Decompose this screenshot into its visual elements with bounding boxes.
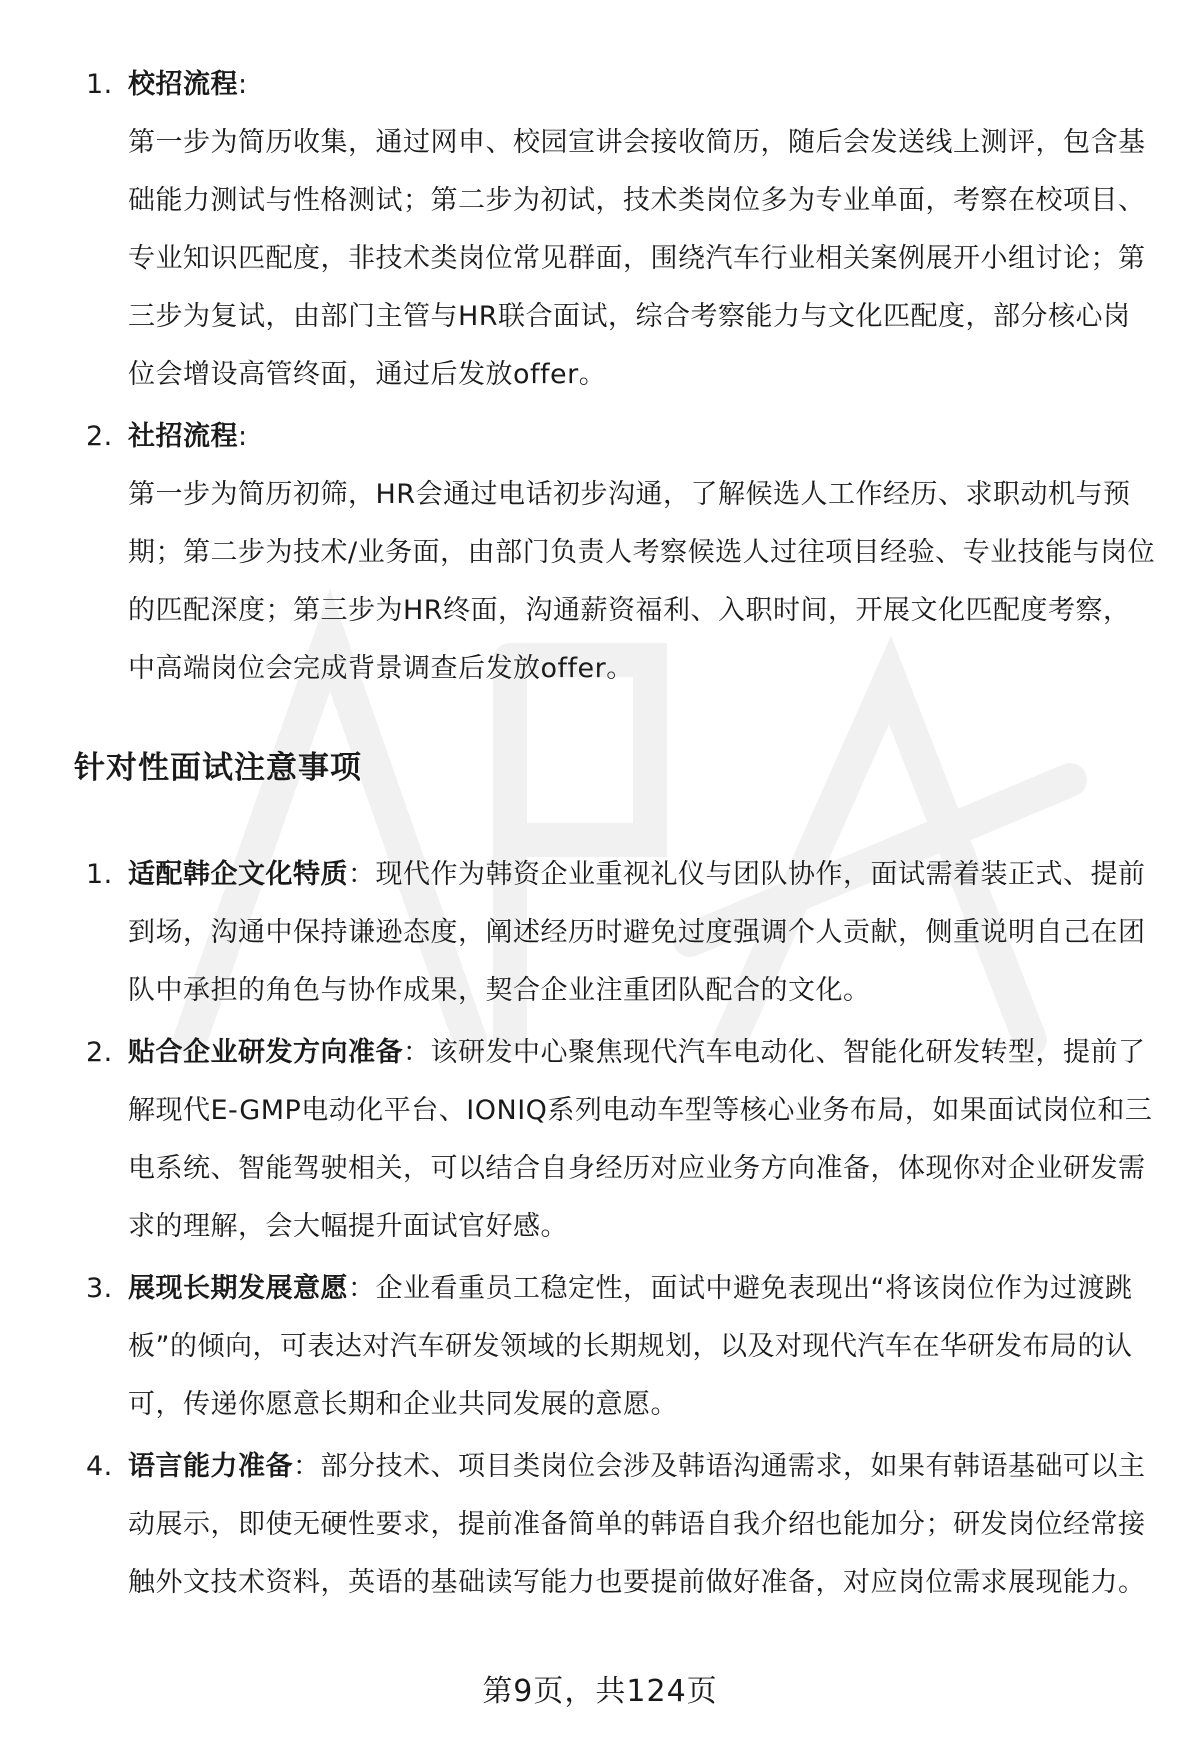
list-number: 4.: [86, 1451, 113, 1482]
list-item-title: 展现长期发展意愿: [128, 1273, 348, 1304]
list-item: [0, 408, 1200, 698]
list-item: [0, 1260, 1200, 1434]
list-item: [0, 56, 1200, 404]
list-item-title: 适配韩企文化特质: [128, 859, 348, 890]
process-section: [0, 56, 1200, 702]
list-number: 2.: [86, 421, 113, 452]
list-item-body: 该研发中心聚焦现代汽车电动化、智能化研发转型，提前了解现代E-GMP电动化平台、IONIQ系列电动车型等核心业务布局，如果面试岗位和三电系统、智能驾驶相关，可以结合自身经历对应业务方向准备，体现你对企业研发需求的理解，会大幅提升面试官好感。: [128, 1037, 1153, 1242]
list-number: 2.: [86, 1037, 113, 1068]
list-item-colon: ：: [348, 859, 376, 890]
list-item-title: 贴合企业研发方向准备: [128, 1037, 403, 1068]
tips-section: [0, 846, 1200, 1616]
list-item-body: 部分技术、项目类岗位会涉及韩语沟通需求，如果有韩语基础可以主动展示，即使无硬性要求，提前准备简单的韩语自我介绍也能加分；研发岗位经常接触外文技术资料，英语的基础读写能力也要提前做好准备，对应岗位需求展现能力。: [128, 1451, 1146, 1598]
list-item-colon: ：: [293, 1451, 321, 1482]
list-item-colon: :: [238, 421, 248, 452]
list-item-title: 语言能力准备: [128, 1451, 293, 1482]
list-number: 1.: [86, 859, 113, 890]
tips-list: [0, 846, 1200, 1612]
list-item: [0, 1438, 1200, 1612]
list-item-body: 现代作为韩资企业重视礼仪与团队协作，面试需着装正式、提前到场，沟通中保持谦逊态度，阐述经历时避免过度强调个人贡献，侧重说明自己在团队中承担的角色与协作成果，契合企业注重团队配合的文化。: [128, 859, 1146, 1006]
list-item-colon: ：: [348, 1273, 376, 1304]
list-item-title: 社招流程: [128, 421, 238, 452]
page-number-footer: 第9页，共124页: [482, 1674, 718, 1709]
section-heading: 针对性面试注意事项: [74, 750, 362, 786]
list-item-colon: ：: [403, 1037, 431, 1068]
list-item-body: 第一步为简历初筛，HR会通过电话初步沟通，了解候选人工作经历、求职动机与预期；第二步为技术/业务面，由部门负责人考察候选人过往项目经验、专业技能与岗位的匹配深度；第三步为HR终面，沟通薪资福利、入职时间，开展文化匹配度考察，中高端岗位会完成背景调查后发放offer。: [128, 479, 1156, 684]
list-item-body: 第一步为简历收集，通过网申、校园宣讲会接收简历，随后会发送线上测评，包含基础能力测试与性格测试；第二步为初试，技术类岗位多为专业单面，考察在校项目、专业知识匹配度，非技术类岗位常见群面，围绕汽车行业相关案例展开小组讨论；第三步为复试，由部门主管与HR联合面试，综合考察能力与文化匹配度，部分核心岗位会增设高管终面，通过后发放offer。: [128, 127, 1146, 390]
list-number: 3.: [86, 1273, 113, 1304]
list-item: [0, 1024, 1200, 1256]
list-item: [0, 846, 1200, 1020]
list-item-body: 企业看重员工稳定性，面试中避免表现出“将该岗位作为过渡跳板”的倾向，可表达对汽车研发领域的长期规划，以及对现代汽车在华研发布局的认可，传递你愿意长期和企业共同发展的意愿。: [128, 1273, 1133, 1420]
list-number: 1.: [86, 69, 113, 100]
list-item-colon: :: [238, 69, 248, 100]
process-list: [0, 56, 1200, 698]
list-item-title: 校招流程: [128, 69, 238, 100]
